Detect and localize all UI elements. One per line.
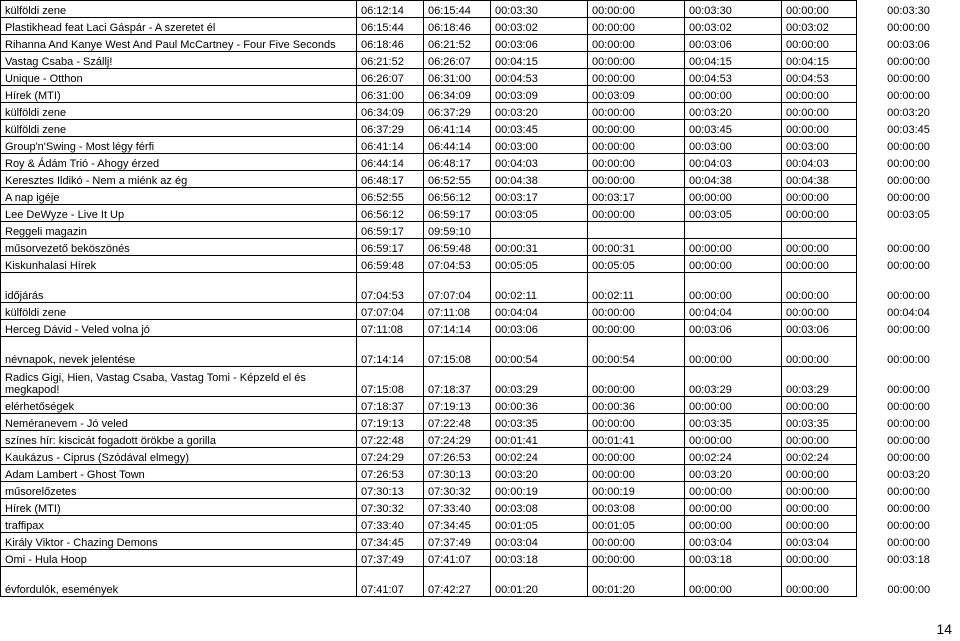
end-time-cell: 06:31:00 bbox=[424, 69, 491, 86]
duration-music-cell: 00:03:18 bbox=[685, 550, 782, 567]
program-type-note: 00:00:00 bbox=[887, 323, 930, 336]
duration-hungarian-music-cell: 00:04:03 bbox=[782, 154, 857, 171]
table-row bbox=[1, 516, 960, 533]
program-type-note: 00:00:00 bbox=[887, 21, 930, 34]
duration-hungarian-music-cell: 00:00:00 bbox=[782, 120, 857, 137]
table-row bbox=[1, 120, 960, 137]
program-type-note: 00:03:06 bbox=[887, 38, 930, 51]
duration-total-cell: 00:03:18 bbox=[491, 550, 588, 567]
duration-speech-cell: 00:00:00 bbox=[588, 465, 685, 482]
duration-music-cell: 00:00:00 bbox=[685, 567, 782, 597]
duration-hungarian-music-cell: 00:00:00 bbox=[782, 397, 857, 414]
duration-total-cell: 00:03:20 bbox=[491, 465, 588, 482]
program-type-note: 00:00:00 bbox=[887, 451, 930, 464]
table-row bbox=[1, 137, 960, 154]
duration-hungarian-music-cell: 00:02:24 bbox=[782, 448, 857, 465]
duration-speech-cell: 00:00:00 bbox=[588, 52, 685, 69]
duration-music-cell bbox=[685, 222, 782, 239]
program-type-note: 00:04:04 bbox=[887, 306, 930, 319]
duration-speech-cell: 00:00:00 bbox=[588, 171, 685, 188]
duration-speech-cell: 00:00:54 bbox=[588, 337, 685, 367]
program-type-note bbox=[857, 222, 960, 239]
start-time-cell: 06:37:29 bbox=[357, 120, 424, 137]
end-time-cell: 07:26:53 bbox=[424, 448, 491, 465]
table-row bbox=[1, 367, 960, 397]
table-row bbox=[1, 465, 960, 482]
duration-hungarian-music-cell: 00:00:00 bbox=[782, 499, 857, 516]
duration-total-cell: 00:01:20 bbox=[491, 567, 588, 597]
duration-hungarian-music-cell: 00:00:00 bbox=[782, 303, 857, 320]
program-type-note: 00:00:00 bbox=[887, 259, 930, 272]
duration-speech-cell: 00:02:11 bbox=[588, 273, 685, 303]
duration-music-cell: 00:00:00 bbox=[685, 188, 782, 205]
duration-music-cell: 00:00:00 bbox=[685, 256, 782, 273]
start-time-cell: 07:15:08 bbox=[357, 367, 424, 397]
program-title-cell: időjárás bbox=[1, 273, 357, 303]
duration-hungarian-music-cell: 00:00:00 bbox=[782, 35, 857, 52]
duration-speech-cell: 00:00:00 bbox=[588, 103, 685, 120]
program-type-note: 00:00:00 bbox=[887, 174, 930, 187]
start-time-cell: 07:41:07 bbox=[357, 567, 424, 597]
program-title-cell: Herceg Dávid - Veled volna jó bbox=[1, 320, 357, 337]
end-time-cell: 07:30:13 bbox=[424, 465, 491, 482]
duration-hungarian-music-cell: 00:00:00 bbox=[782, 550, 857, 567]
program-type-note: 00:03:20 bbox=[887, 468, 930, 481]
table-row bbox=[1, 222, 960, 239]
duration-total-cell: 00:03:30 bbox=[491, 1, 588, 18]
start-time-cell: 07:07:04 bbox=[357, 303, 424, 320]
start-time-cell: 07:19:13 bbox=[357, 414, 424, 431]
end-time-cell: 07:19:13 bbox=[424, 397, 491, 414]
program-type-note: 00:00:00 bbox=[887, 417, 930, 430]
duration-hungarian-music-cell: 00:00:00 bbox=[782, 188, 857, 205]
duration-total-cell: 00:04:15 bbox=[491, 52, 588, 69]
duration-hungarian-music-cell: 00:03:00 bbox=[782, 137, 857, 154]
start-time-cell: 06:44:14 bbox=[357, 154, 424, 171]
end-time-cell: 06:59:17 bbox=[424, 205, 491, 222]
duration-total-cell: 00:03:00 bbox=[491, 137, 588, 154]
table-row bbox=[1, 397, 960, 414]
duration-speech-cell: 00:01:41 bbox=[588, 431, 685, 448]
duration-total-cell: 00:03:29 bbox=[491, 367, 588, 397]
program-type-note: 00:03:30 bbox=[887, 4, 930, 17]
duration-speech-cell: 00:00:00 bbox=[588, 303, 685, 320]
start-time-cell: 06:59:17 bbox=[357, 239, 424, 256]
start-time-cell: 07:04:53 bbox=[357, 273, 424, 303]
duration-speech-cell bbox=[588, 222, 685, 239]
duration-speech-cell: 00:01:05 bbox=[588, 516, 685, 533]
duration-hungarian-music-cell: 00:03:06 bbox=[782, 320, 857, 337]
program-title-cell: külföldi zene bbox=[1, 120, 357, 137]
program-type-note: 00:00:00 bbox=[887, 191, 930, 204]
program-type-note: 00:00:00 bbox=[887, 519, 930, 532]
program-type-note: 00:03:20 bbox=[887, 106, 930, 119]
duration-music-cell: 00:04:53 bbox=[685, 69, 782, 86]
start-time-cell: 06:26:07 bbox=[357, 69, 424, 86]
duration-music-cell: 00:00:00 bbox=[685, 431, 782, 448]
end-time-cell: 06:44:14 bbox=[424, 137, 491, 154]
duration-total-cell: 00:05:05 bbox=[491, 256, 588, 273]
program-title-cell: Kaukázus - Ciprus (Szódával elmegy) bbox=[1, 448, 357, 465]
table-row bbox=[1, 86, 960, 103]
end-time-cell: 07:15:08 bbox=[424, 337, 491, 367]
table-row bbox=[1, 18, 960, 35]
duration-total-cell: 00:00:31 bbox=[491, 239, 588, 256]
table-row bbox=[1, 482, 960, 499]
duration-total-cell: 00:02:24 bbox=[491, 448, 588, 465]
duration-total-cell: 00:03:08 bbox=[491, 499, 588, 516]
end-time-cell: 06:59:48 bbox=[424, 239, 491, 256]
duration-total-cell: 00:03:35 bbox=[491, 414, 588, 431]
duration-speech-cell: 00:01:20 bbox=[588, 567, 685, 597]
duration-total-cell: 00:03:06 bbox=[491, 320, 588, 337]
program-title-cell: külföldi zene bbox=[1, 103, 357, 120]
duration-hungarian-music-cell: 00:04:15 bbox=[782, 52, 857, 69]
duration-total-cell: 00:00:36 bbox=[491, 397, 588, 414]
start-time-cell: 07:30:32 bbox=[357, 499, 424, 516]
end-time-cell: 07:11:08 bbox=[424, 303, 491, 320]
end-time-cell: 07:37:49 bbox=[424, 533, 491, 550]
end-time-cell: 06:41:14 bbox=[424, 120, 491, 137]
end-time-cell: 07:18:37 bbox=[424, 367, 491, 397]
duration-music-cell: 00:00:00 bbox=[685, 397, 782, 414]
duration-speech-cell: 00:00:00 bbox=[588, 320, 685, 337]
table-row bbox=[1, 567, 960, 597]
duration-speech-cell: 00:00:00 bbox=[588, 448, 685, 465]
start-time-cell: 06:52:55 bbox=[357, 188, 424, 205]
duration-speech-cell: 00:00:00 bbox=[588, 414, 685, 431]
end-time-cell: 06:56:12 bbox=[424, 188, 491, 205]
start-time-cell: 06:59:48 bbox=[357, 256, 424, 273]
duration-music-cell: 00:00:00 bbox=[685, 499, 782, 516]
duration-total-cell: 00:04:04 bbox=[491, 303, 588, 320]
program-title-cell: Radics Gigi, Hien, Vastag Csaba, Vastag Tomi - Képzeld el és megkapod! bbox=[1, 367, 357, 397]
table-row bbox=[1, 273, 960, 303]
end-time-cell: 07:14:14 bbox=[424, 320, 491, 337]
table-row bbox=[1, 414, 960, 431]
start-time-cell: 06:41:14 bbox=[357, 137, 424, 154]
duration-speech-cell: 00:03:08 bbox=[588, 499, 685, 516]
program-type-note: 00:00:00 bbox=[887, 383, 930, 396]
duration-total-cell: 00:03:06 bbox=[491, 35, 588, 52]
start-time-cell: 06:12:14 bbox=[357, 1, 424, 18]
end-time-cell: 06:26:07 bbox=[424, 52, 491, 69]
duration-speech-cell: 00:00:00 bbox=[588, 1, 685, 18]
end-time-cell: 06:15:44 bbox=[424, 1, 491, 18]
start-time-cell: 07:33:40 bbox=[357, 516, 424, 533]
duration-music-cell: 00:03:06 bbox=[685, 320, 782, 337]
duration-hungarian-music-cell: 00:00:00 bbox=[782, 205, 857, 222]
start-time-cell: 06:31:00 bbox=[357, 86, 424, 103]
duration-total-cell: 00:01:05 bbox=[491, 516, 588, 533]
program-title-cell: Unique - Otthon bbox=[1, 69, 357, 86]
duration-total-cell: 00:04:03 bbox=[491, 154, 588, 171]
duration-speech-cell: 00:00:00 bbox=[588, 205, 685, 222]
table-row bbox=[1, 52, 960, 69]
duration-hungarian-music-cell: 00:03:35 bbox=[782, 414, 857, 431]
program-type-note: 00:00:00 bbox=[887, 400, 930, 413]
duration-hungarian-music-cell: 00:03:29 bbox=[782, 367, 857, 397]
start-time-cell: 07:11:08 bbox=[357, 320, 424, 337]
program-title-cell: Lee DeWyze - Live It Up bbox=[1, 205, 357, 222]
end-time-cell: 06:52:55 bbox=[424, 171, 491, 188]
program-title-cell: Group'n'Swing - Most légy férfi bbox=[1, 137, 357, 154]
end-time-cell: 09:59:10 bbox=[424, 222, 491, 239]
duration-music-cell: 00:02:24 bbox=[685, 448, 782, 465]
duration-speech-cell: 00:00:00 bbox=[588, 550, 685, 567]
table-row bbox=[1, 550, 960, 567]
program-type-note: 00:00:00 bbox=[887, 485, 930, 498]
table-row bbox=[1, 239, 960, 256]
program-type-note: 00:00:00 bbox=[887, 242, 930, 255]
duration-hungarian-music-cell: 00:00:00 bbox=[782, 256, 857, 273]
program-title-cell: Plastikhead feat Laci Gáspár - A szeretet él bbox=[1, 18, 357, 35]
table-row bbox=[1, 499, 960, 516]
duration-speech-cell: 00:00:00 bbox=[588, 69, 685, 86]
page-number: 14 bbox=[936, 621, 952, 637]
duration-music-cell: 00:03:04 bbox=[685, 533, 782, 550]
start-time-cell: 06:21:52 bbox=[357, 52, 424, 69]
duration-total-cell: 00:03:02 bbox=[491, 18, 588, 35]
duration-music-cell: 00:04:03 bbox=[685, 154, 782, 171]
duration-total-cell: 00:03:45 bbox=[491, 120, 588, 137]
duration-speech-cell: 00:03:17 bbox=[588, 188, 685, 205]
start-time-cell: 07:34:45 bbox=[357, 533, 424, 550]
table-row bbox=[1, 103, 960, 120]
program-title-cell: külföldi zene bbox=[1, 1, 357, 18]
program-title-cell: műsorvezető beköszönés bbox=[1, 239, 357, 256]
duration-hungarian-music-cell: 00:00:00 bbox=[782, 239, 857, 256]
program-title-cell: Omi - Hula Hoop bbox=[1, 550, 357, 567]
duration-hungarian-music-cell: 00:00:00 bbox=[782, 567, 857, 597]
table-row bbox=[1, 337, 960, 367]
duration-total-cell: 00:00:54 bbox=[491, 337, 588, 367]
duration-speech-cell: 00:00:00 bbox=[588, 533, 685, 550]
program-type-note: 00:00:00 bbox=[887, 289, 930, 302]
start-time-cell: 07:37:49 bbox=[357, 550, 424, 567]
end-time-cell: 07:04:53 bbox=[424, 256, 491, 273]
program-type-note: 00:03:05 bbox=[887, 208, 930, 221]
program-title-cell: Keresztes Ildikó - Nem a miénk az ég bbox=[1, 171, 357, 188]
program-title-cell: Vastag Csaba - Szállj! bbox=[1, 52, 357, 69]
duration-hungarian-music-cell: 00:00:00 bbox=[782, 1, 857, 18]
duration-total-cell: 00:03:20 bbox=[491, 103, 588, 120]
duration-speech-cell: 00:00:00 bbox=[588, 137, 685, 154]
end-time-cell: 07:33:40 bbox=[424, 499, 491, 516]
duration-music-cell: 00:03:20 bbox=[685, 465, 782, 482]
program-title-cell: évfordulók, események bbox=[1, 567, 357, 597]
duration-hungarian-music-cell: 00:04:53 bbox=[782, 69, 857, 86]
table-row bbox=[1, 256, 960, 273]
duration-hungarian-music-cell bbox=[782, 222, 857, 239]
duration-speech-cell: 00:00:31 bbox=[588, 239, 685, 256]
start-time-cell: 07:14:14 bbox=[357, 337, 424, 367]
duration-music-cell: 00:00:00 bbox=[685, 337, 782, 367]
duration-music-cell: 00:03:30 bbox=[685, 1, 782, 18]
duration-music-cell: 00:03:20 bbox=[685, 103, 782, 120]
program-type-note: 00:00:00 bbox=[887, 72, 930, 85]
start-time-cell: 06:59:17 bbox=[357, 222, 424, 239]
table-row bbox=[1, 1, 960, 18]
start-time-cell: 06:15:44 bbox=[357, 18, 424, 35]
duration-speech-cell: 00:00:00 bbox=[588, 120, 685, 137]
program-type-note: 00:00:00 bbox=[887, 434, 930, 447]
program-title-cell: Adam Lambert - Ghost Town bbox=[1, 465, 357, 482]
end-time-cell: 07:42:27 bbox=[424, 567, 491, 597]
program-title-cell: Hírek (MTI) bbox=[1, 499, 357, 516]
table-row bbox=[1, 35, 960, 52]
program-title-cell: Kiskunhalasi Hírek bbox=[1, 256, 357, 273]
start-time-cell: 07:22:48 bbox=[357, 431, 424, 448]
end-time-cell: 07:41:07 bbox=[424, 550, 491, 567]
start-time-cell: 07:24:29 bbox=[357, 448, 424, 465]
program-type-note: 00:03:45 bbox=[887, 123, 930, 136]
start-time-cell: 06:56:12 bbox=[357, 205, 424, 222]
duration-total-cell: 00:03:17 bbox=[491, 188, 588, 205]
end-time-cell: 07:24:29 bbox=[424, 431, 491, 448]
program-type-note: 00:00:00 bbox=[887, 157, 930, 170]
program-title-cell: Hírek (MTI) bbox=[1, 86, 357, 103]
duration-hungarian-music-cell: 00:00:00 bbox=[782, 273, 857, 303]
program-type-note: 00:00:00 bbox=[887, 353, 930, 366]
program-title-cell: traffipax bbox=[1, 516, 357, 533]
program-type-note: 00:00:00 bbox=[887, 89, 930, 102]
duration-hungarian-music-cell: 00:03:04 bbox=[782, 533, 857, 550]
duration-music-cell: 00:00:00 bbox=[685, 482, 782, 499]
duration-hungarian-music-cell: 00:00:00 bbox=[782, 482, 857, 499]
table-row bbox=[1, 320, 960, 337]
start-time-cell: 06:48:17 bbox=[357, 171, 424, 188]
duration-music-cell: 00:03:05 bbox=[685, 205, 782, 222]
duration-hungarian-music-cell: 00:00:00 bbox=[782, 431, 857, 448]
table-row bbox=[1, 431, 960, 448]
duration-music-cell: 00:00:00 bbox=[685, 273, 782, 303]
duration-total-cell: 00:04:38 bbox=[491, 171, 588, 188]
duration-music-cell: 00:03:00 bbox=[685, 137, 782, 154]
duration-speech-cell: 00:00:00 bbox=[588, 154, 685, 171]
end-time-cell: 06:34:09 bbox=[424, 86, 491, 103]
duration-total-cell: 00:00:19 bbox=[491, 482, 588, 499]
duration-hungarian-music-cell: 00:00:00 bbox=[782, 516, 857, 533]
duration-total-cell: 00:03:09 bbox=[491, 86, 588, 103]
duration-music-cell: 00:04:15 bbox=[685, 52, 782, 69]
program-title-cell: Neméranevem - Jó veled bbox=[1, 414, 357, 431]
program-title-cell: A nap igéje bbox=[1, 188, 357, 205]
end-time-cell: 07:22:48 bbox=[424, 414, 491, 431]
duration-hungarian-music-cell: 00:00:00 bbox=[782, 337, 857, 367]
table-row bbox=[1, 533, 960, 550]
end-time-cell: 07:07:04 bbox=[424, 273, 491, 303]
program-type-note: 00:00:00 bbox=[887, 55, 930, 68]
end-time-cell: 06:18:46 bbox=[424, 18, 491, 35]
program-title-cell: Reggeli magazin bbox=[1, 222, 357, 239]
duration-music-cell: 00:04:38 bbox=[685, 171, 782, 188]
duration-speech-cell: 00:05:05 bbox=[588, 256, 685, 273]
duration-hungarian-music-cell: 00:04:38 bbox=[782, 171, 857, 188]
program-title-cell: Roy & Ádám Trió - Ahogy érzed bbox=[1, 154, 357, 171]
program-title-cell: Rihanna And Kanye West And Paul McCartney - Four Five Seconds bbox=[1, 35, 357, 52]
table-row bbox=[1, 205, 960, 222]
start-time-cell: 07:26:53 bbox=[357, 465, 424, 482]
program-type-note: 00:03:18 bbox=[887, 553, 930, 566]
program-title-cell: színes hír: kiscicát fogadott örökbe a gorilla bbox=[1, 431, 357, 448]
program-title-cell: elérhetőségek bbox=[1, 397, 357, 414]
duration-speech-cell: 00:00:19 bbox=[588, 482, 685, 499]
duration-music-cell: 00:03:29 bbox=[685, 367, 782, 397]
duration-music-cell: 00:04:04 bbox=[685, 303, 782, 320]
end-time-cell: 06:48:17 bbox=[424, 154, 491, 171]
program-type-note: 00:00:00 bbox=[887, 583, 931, 596]
duration-music-cell: 00:00:00 bbox=[685, 239, 782, 256]
duration-total-cell: 00:03:04 bbox=[491, 533, 588, 550]
duration-music-cell: 00:00:00 bbox=[685, 86, 782, 103]
duration-hungarian-music-cell: 00:00:00 bbox=[782, 465, 857, 482]
duration-speech-cell: 00:00:36 bbox=[588, 397, 685, 414]
program-type-note: 00:00:00 bbox=[887, 140, 930, 153]
duration-total-cell: 00:03:05 bbox=[491, 205, 588, 222]
duration-hungarian-music-cell: 00:00:00 bbox=[782, 103, 857, 120]
duration-music-cell: 00:00:00 bbox=[685, 516, 782, 533]
duration-total-cell: 00:01:41 bbox=[491, 431, 588, 448]
program-title-cell: névnapok, nevek jelentése bbox=[1, 337, 357, 367]
end-time-cell: 07:34:45 bbox=[424, 516, 491, 533]
end-time-cell: 07:30:32 bbox=[424, 482, 491, 499]
end-time-cell: 06:37:29 bbox=[424, 103, 491, 120]
table-row bbox=[1, 303, 960, 320]
program-type-note: 00:00:00 bbox=[887, 536, 930, 549]
program-title-cell: műsorelőzetes bbox=[1, 482, 357, 499]
duration-music-cell: 00:03:45 bbox=[685, 120, 782, 137]
duration-music-cell: 00:03:02 bbox=[685, 18, 782, 35]
duration-speech-cell: 00:03:09 bbox=[588, 86, 685, 103]
start-time-cell: 07:30:13 bbox=[357, 482, 424, 499]
program-type-note: 00:00:00 bbox=[887, 502, 930, 515]
duration-hungarian-music-cell: 00:00:00 bbox=[782, 86, 857, 103]
end-time-cell: 06:21:52 bbox=[424, 35, 491, 52]
program-title-cell: külföldi zene bbox=[1, 303, 357, 320]
table-row bbox=[1, 171, 960, 188]
table-row bbox=[1, 188, 960, 205]
duration-music-cell: 00:03:06 bbox=[685, 35, 782, 52]
duration-music-cell: 00:03:35 bbox=[685, 414, 782, 431]
duration-hungarian-music-cell: 00:03:02 bbox=[782, 18, 857, 35]
duration-total-cell bbox=[491, 222, 588, 239]
start-time-cell: 06:18:46 bbox=[357, 35, 424, 52]
table-row bbox=[1, 154, 960, 171]
table-row bbox=[1, 69, 960, 86]
program-title-cell: Király Viktor - Chazing Demons bbox=[1, 533, 357, 550]
duration-total-cell: 00:02:11 bbox=[491, 273, 588, 303]
table-row bbox=[1, 448, 960, 465]
duration-speech-cell: 00:00:00 bbox=[588, 35, 685, 52]
duration-speech-cell: 00:00:00 bbox=[588, 367, 685, 397]
start-time-cell: 07:18:37 bbox=[357, 397, 424, 414]
duration-total-cell: 00:04:53 bbox=[491, 69, 588, 86]
start-time-cell: 06:34:09 bbox=[357, 103, 424, 120]
duration-speech-cell: 00:00:00 bbox=[588, 18, 685, 35]
